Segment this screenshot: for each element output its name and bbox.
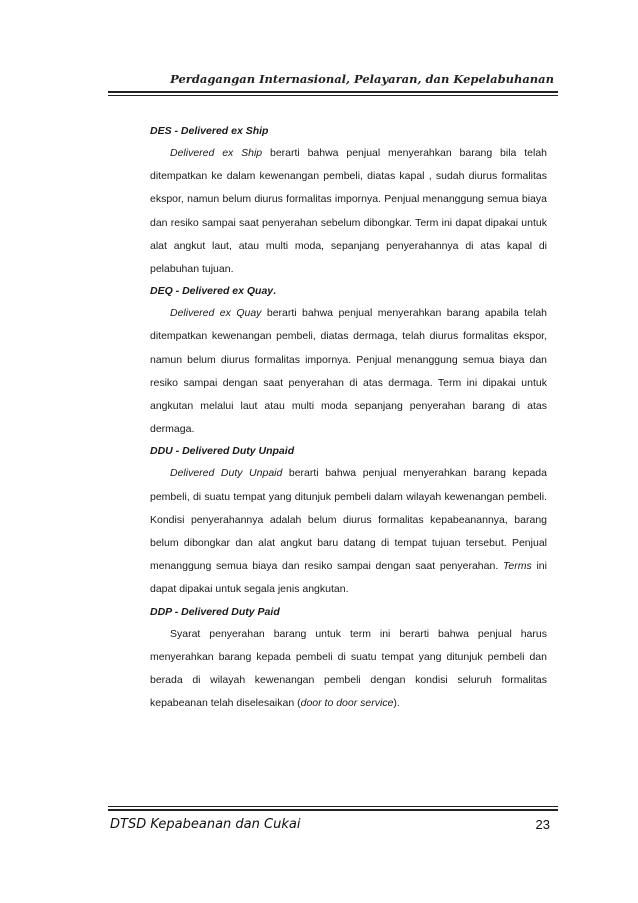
paragraph-ddp: Syarat penyerahan barang untuk term ini berarti bahwa penjual harus menyerahkan barang kepada pembeli di suatu tempat yang ditunjuk pembeli dan berada di wilayah kewenangan pembeli dengan kondisi seluruh formalitas kepabeanan telah diselesaikan (door to door service).: [150, 627, 547, 710]
section-title-ddu: DDU - Delivered Duty Unpaid: [150, 445, 295, 458]
term-ddu: Delivered Duty Unpaid: [170, 467, 283, 480]
header-rule: [108, 91, 558, 93]
term-deq: Delivered ex Quay: [170, 307, 262, 320]
section-title-des: DES - Delivered ex Ship: [150, 125, 269, 137]
footer-rule: [108, 809, 558, 811]
footer-title: DTSD Kepabeanan dan Cukai: [110, 817, 301, 832]
page-number: 23: [535, 817, 550, 832]
paragraph-deq: Delivered ex Quay berarti bahwa penjual menyerahkan barang apabila telah ditempatkan kewenangan pembeli, diatas dermaga, telah diurus formalitas ekspor, namun belum diurus formalitas impornya. Penjual menanggung semua biaya dan resiko sampai dengan saat penyerahan di atas dermaga. Term ini dipakai untuk angkutan melalui laut atau multi moda sepanjang penyerahan barang di atas dermaga.: [150, 307, 548, 436]
section-title-ddp: DDP - Delivered Duty Paid: [150, 605, 280, 618]
running-header: Perdagangan Internasional, Pelayaran, dan Kepelabuhanan: [170, 72, 554, 86]
footer-rule-thin: [108, 806, 558, 807]
term-door-to-door: door to door service: [300, 697, 394, 710]
term-terms: Terms: [502, 560, 532, 573]
paragraph-ddu: Delivered Duty Unpaid berarti bahwa penjual menyerahkan barang kepada pembeli, di suatu tempat yang ditunjuk pembeli dalam wilayah kewenangan pembeli. Kondisi penyerahannya adalah belum diurus formalitas kepabeanannya, barang belum dibongkar dan alat angkut baru datang di tempat tujuan tersebut. Penjual menanggung semua biaya dan resiko sampai dengan saat penyerahan. Terms ini dapat dipakai untuk segala jenis angkutan.: [150, 467, 547, 596]
section-title-deq: DEQ - Delivered ex Quay.: [150, 285, 277, 298]
header-rule-thin: [108, 95, 558, 96]
paragraph-des: Delivered ex Ship berarti bahwa penjual menyerahkan barang bila telah ditempatkan ke dalam kewenangan pembeli, diatas kapal , sudah diurus formalitas ekspor, namun belum diurus formalitas impornya. Penjual menanggung semua biaya dan resiko sampai saat penyerahan sebelum dibongkar. Term ini dapat dipakai untuk alat angkut laut, atau multi moda, sepanjang penyerahannya di atas kapal di pelabuhan tujuan.: [150, 147, 547, 276]
page-body: [150, 121, 547, 715]
term-des: Delivered ex Ship: [170, 147, 263, 159]
